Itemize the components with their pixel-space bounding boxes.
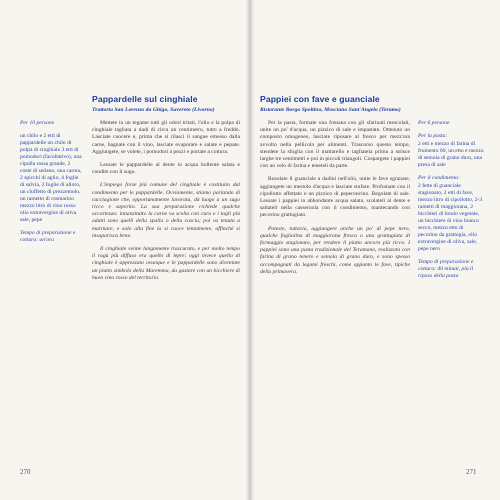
left-recipe-subtitle: Trattoria San Lorenzo da Ghigo, Suvereto (Livorno): [92, 107, 215, 113]
right-condiment-ingredients: 2 fette di guanciale stagionato, 2 etti di fave, mezzo litro di cipollotto, 2-3 rametti di maggiorana, 2 bicchieri di brodo vegetale, un bicchiere di vino bianco secco, mezzo etto di pecorino da grattugia, olio extravergine di oliva, sale, pepe nero: [418, 183, 483, 252]
left-recipe-body: [92, 120, 240, 288]
right-paragraph: Rosolate il guanciale a dadini nell'olio, unite le fave sgranate, aggiungete un mestolo d'acqua e lasciate stufare. Profumate con il cipollotto affettato e un pizzico di peperoncino. Regolate di sale. Lessate i pappiei in abbondante acqua salata, scolateli al dente e saltateli nella casseruola con il condimento, mantecando con pecorino grattugiato.: [260, 176, 410, 219]
right-ingredients-sidebar: [418, 120, 484, 286]
left-ingredients-sidebar: [20, 120, 82, 250]
right-paragraph: Per la pasta, formate una fontana con gli sfarinati mescolati, unite un po' d'acqua, un pizzico di sale e impastate. Ottenuto un composto omogeneo, lasciate riposare al fresco per mezz'ora avvolto nella pellicola per alimenti. Trascorso questo tempo, stendete la sfoglia con il mattarello e tagliatela prima a strisce larghe tre centimetri e poi in piccoli triangoli. Cospargete i pappiei con un velo di farina e teneteli da parte.: [260, 120, 410, 170]
right-prep-time: Tempo di preparazione e cottura: 40 minuti, più il riposo della pasta: [418, 259, 474, 279]
right-pasta-ingredients: 2 etti e mezzo di farina di frumento 00, un etto e mezzo di semola di grano duro, una presa di sale: [418, 141, 484, 168]
left-page-number: 270: [20, 468, 31, 476]
left-servings: Per 10 persone: [20, 120, 55, 126]
left-paragraph-note: L'impiego forse più comune del cinghiale è costituito dal condimento per le pappardelle. Ovviamente, stiamo parlando di cacciagione che, opportunamente lavorata, dà luogo a un sugo ricco e saporito. La sua preparazione richiede qualche accortezza: innanzitutto la carne va scelta con cura e i tagli più adatti sono quelli della spalla o della coscia; poi va tenuta a marinare, e solo alla fine la si cuoce lentamente, affinché si insaporisca bene.: [92, 182, 240, 239]
left-prep-time: Tempo di preparazione e cottura: un'ora: [20, 230, 76, 243]
right-paragraph-note: Poteste, tuttavia, aggiungere anche un po' di pepe nero, qualche fogliolina di maggiorana fresca o una grattugiata di formaggio stagionato, per rendere il piatto ancora più ricco. I pappiei sono una pasta tradizionale del Teramano, realizzata con farina di grano tenero e semola di grano duro, e sono spesso accompagnati da legumi freschi, come appunto le fave, tipiche della primavera.: [260, 225, 410, 275]
left-paragraph: Lessate le pappardelle al dente in acqua bollente salata e condite con il sugo.: [92, 162, 240, 176]
right-page: [250, 0, 500, 500]
right-page-number: 271: [466, 468, 477, 476]
right-pasta-header: Per la pasta:: [418, 133, 448, 139]
right-recipe-body: [260, 120, 410, 282]
left-paragraph: Mettete in un tegame tutti gli odori tritati, l'olio e la polpa di cinghiale tagliata a dadi di circa un centimetro, tutto a freddo. Lasciate cuocere e, prima che si rilasci il sangue emesso dalla carne, bagnate con il vino, lasciate evaporare e salate e pepate. Aggiungete, se volete, i pomodori a pezzi e portate a cottura.: [92, 120, 240, 155]
book-gutter-shadow: [246, 0, 254, 500]
left-ingredients-list: un chilo e 2 etti di pappardelle un chilo di polpa di cinghiale 3 etti di pomodori (facoltativo), una cipolla rossa grande, 2 coste di sedano, una carota, 2 spicchi di aglio, 4 foglie di salvia, 2 foglie di alloro, un ciuffetto di prezzemolo, un rametto di rosmarino mezzo litro di vino rosso olio extravergine di oliva sale, pepe: [20, 133, 82, 223]
right-recipe-title: Pappiei con fave e guanciale: [260, 94, 380, 104]
right-recipe-subtitle: Ristorante Borgo Spoltino, Mosciano Sant'Angelo (Teramo): [260, 107, 401, 113]
right-servings: Per 6 persone: [418, 120, 450, 126]
right-condiment-header: Per il condimento:: [418, 175, 460, 181]
left-recipe-title: Pappardelle sul cinghiale: [92, 94, 198, 104]
left-paragraph-note: Il cinghiale venne lungamente trascurato, e per molto tempo il ragù più diffuso era quello di lepre; oggi invece quello di cinghiale è apprezzato ovunque e le pappardelle sono diventate un piatto simbolo della Maremma, da gustare con un bicchiere di buon vino rosso del territorio.: [92, 246, 240, 281]
